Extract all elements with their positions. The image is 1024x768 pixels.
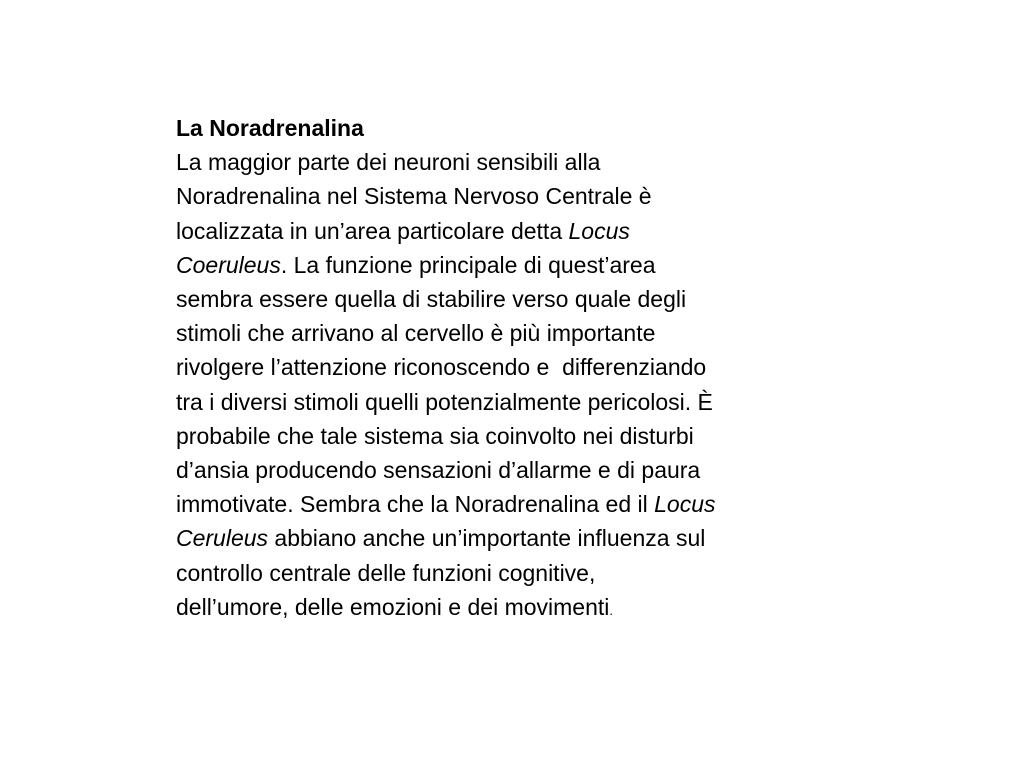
slide-title: La Noradrenalina	[176, 115, 364, 141]
body-line	[176, 248, 856, 282]
body-line	[176, 487, 856, 521]
body-text: rivolgere l’attenzione riconoscendo e differenziando	[176, 354, 707, 381]
body-line	[176, 350, 856, 384]
body-line	[176, 214, 856, 248]
italic-text: Locus	[568, 217, 630, 244]
body-line	[176, 521, 856, 555]
body-text: immotivate. Sembra che la Noradrenalina ed il	[176, 491, 655, 518]
body-text: La maggior parte dei neuroni sensibili alla	[176, 149, 601, 176]
body-text: abbiano anche un’importante influenza sul	[268, 525, 706, 552]
italic-text: Coeruleus	[176, 251, 281, 278]
body-text: tra i diversi stimoli quelli potenzialmente pericolosi. È	[176, 388, 713, 415]
body-text: sembra essere quella di stabilire verso quale degli	[176, 286, 687, 313]
body-text: d’ansia producendo sensazioni d’allarme e di paura	[176, 457, 701, 484]
italic-text: Locus	[654, 491, 716, 518]
body-text: .	[609, 602, 613, 618]
body-line	[176, 453, 856, 487]
body-line	[176, 145, 856, 179]
body-text: . La funzione principale di quest’area	[280, 251, 656, 278]
body-line	[176, 316, 856, 350]
body-line	[176, 385, 856, 419]
body-text: stimoli che arrivano al cervello è più importante	[176, 320, 656, 347]
body-text: Noradrenalina nel Sistema Nervoso Centrale è	[176, 183, 652, 210]
body-text: localizzata in un’area particolare detta	[176, 217, 569, 244]
body-line	[176, 282, 856, 316]
body-line	[176, 556, 856, 590]
body-text: controllo centrale delle funzioni cognitive,	[176, 559, 596, 586]
body-text: dell’umore, delle emozioni e dei movimenti	[176, 593, 610, 620]
slide-text-block	[176, 111, 856, 628]
body-line	[176, 179, 856, 213]
body-line	[176, 419, 856, 453]
slide-body	[176, 145, 856, 628]
body-text: probabile che tale sistema sia coinvolto nei disturbi	[176, 422, 694, 449]
italic-text: Ceruleus	[176, 525, 269, 552]
body-line	[176, 590, 856, 628]
